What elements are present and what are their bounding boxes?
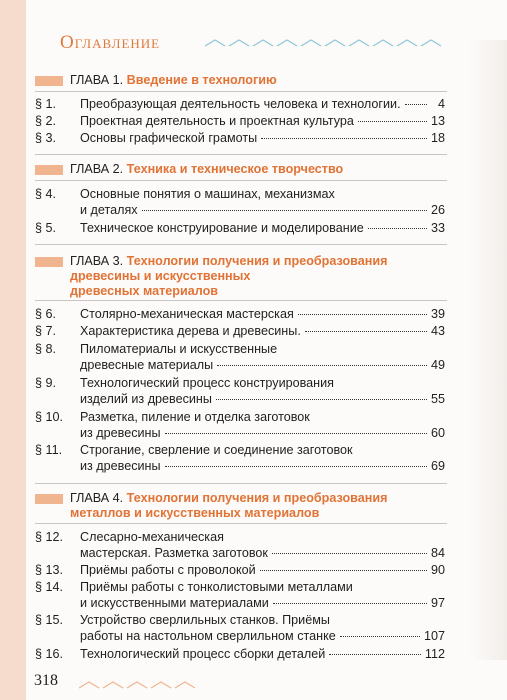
chapter-marker [35,494,63,504]
page-ref: 84 [430,546,445,560]
section-title: Основные понятия о машинах, механизмах [80,187,335,201]
toc-entry-6[interactable] [35,306,445,322]
section-title: работы на настольном сверлильном станке [80,629,336,643]
section-number: § 11. [35,443,63,457]
chapter-label: ГЛАВА 2. [70,162,124,176]
zigzag-segment [175,682,195,688]
section-title: Основы графической грамоты [80,131,258,145]
section-number: § 15. [35,613,64,627]
section-number: § 10. [35,410,64,424]
toc-entry-9[interactable] [35,375,445,407]
section-title: Пиломатериалы и искусственные [80,342,278,356]
section-title: из древесины [80,426,161,440]
page-left-margin [0,0,26,700]
section-number: § 9. [35,376,57,390]
page-ref: 13 [430,114,445,128]
section-number: § 14. [35,580,64,594]
chapter-title: Введение в технологию [126,73,277,87]
zigzag-segment [127,682,147,688]
section-title: Преобразующая деятельность человека и технологии. [80,97,401,111]
toc-entry-15[interactable] [35,612,445,644]
page-ref: 43 [430,324,445,338]
section-number: § 16. [35,647,64,661]
page-ref: 107 [423,629,445,643]
chapter-title: Технологии получения и преобразования [126,254,388,268]
chapter-1-heading[interactable] [35,73,445,88]
zigzag-segment [325,40,345,46]
chapter-title-cont: металлов и искусственных материалов [70,506,320,520]
chapter-title: Техника и техническое творчество [126,162,344,176]
toc-entry-7[interactable] [35,323,445,339]
zigzag-segment [151,682,171,688]
divider [35,91,447,92]
page-ref: 26 [430,203,445,217]
section-title: Столярно-механическая мастерская [80,307,294,321]
section-number: § 1. [35,97,57,111]
zigzag-segment [373,40,393,46]
zigzag-segment [229,40,249,46]
page-ref: 33 [430,221,445,235]
section-title: и деталях [80,203,138,217]
chapter-4-heading[interactable] [35,491,445,521]
toc-entry-4[interactable] [35,186,445,218]
toc-entry-5[interactable] [35,220,445,236]
section-title: Технологический процесс сборки деталей [80,647,326,661]
facing-page-bleed [469,40,507,660]
toc-entry-14[interactable] [35,579,445,611]
page-ref: 112 [424,647,445,661]
section-title: Разметка, пиление и отделка заготовок [80,410,310,424]
section-title: Проектная деятельность и проектная культура [80,114,354,128]
page-ref: 97 [430,596,445,610]
toc-entry-3[interactable] [35,130,445,146]
toc-entry-1[interactable] [35,96,445,112]
section-number: § 13. [35,563,64,577]
section-number: § 12. [35,530,64,544]
toc-entry-8[interactable] [35,341,445,373]
toc-entry-13[interactable] [35,562,445,578]
section-title: Техническое конструирование и моделирование [80,221,364,235]
section-number: § 8. [35,342,57,356]
chapter-3-heading[interactable] [35,254,445,299]
divider [35,180,447,181]
divider [35,154,447,155]
chapter-label: ГЛАВА 1. [70,73,124,87]
divider [35,523,447,524]
chapter-label: ГЛАВА 4. [70,491,124,505]
toc-entry-16[interactable] [35,646,445,662]
section-title: и искусственными материалами [80,596,269,610]
page-ref: 49 [430,358,445,372]
section-number: § 5. [35,221,57,235]
page-ref: 90 [430,563,445,577]
section-title: Устройство сверлильных станков. Приёмы [80,613,330,627]
chapter-label: ГЛАВА 3. [70,254,124,268]
page-number: 318 [34,672,58,689]
page-ref: 39 [430,307,445,321]
chapter-marker [35,257,63,267]
section-number: § 2. [35,114,57,128]
zigzag-segment [301,40,321,46]
page-ref: 18 [430,131,445,145]
zigzag-ornament-icon [203,38,443,48]
zigzag-segment [103,682,123,688]
zigzag-segment [421,40,441,46]
section-title: из древесины [80,459,161,473]
zigzag-segment [205,40,225,46]
zigzag-segment [79,682,99,688]
section-title: Слесарно-механическая [80,530,224,544]
page-ref: 60 [430,426,445,440]
toc-title: Оглавление [60,32,161,53]
section-number: § 6. [35,307,57,321]
toc-entry-10[interactable] [35,409,445,441]
page-ref: 69 [430,459,445,473]
divider [35,483,447,484]
zigzag-segment [397,40,417,46]
chapter-title-cont: древесины и искусственных [70,269,251,283]
zigzag-ornament-icon [77,680,197,690]
section-title: Технологический процесс конструирования [80,376,334,390]
chapter-title: Технологии получения и преобразования [126,491,388,505]
section-title: Характеристика дерева и древесины. [80,324,301,338]
divider [35,300,447,301]
section-title: изделий из древесины [80,392,212,406]
toc-entry-2[interactable] [35,113,445,129]
chapter-title-cont: древесных материалов [70,284,219,298]
zigzag-segment [277,40,297,46]
section-title: мастерская. Разметка заготовок [80,546,268,560]
section-number: § 4. [35,187,57,201]
section-title: Строгание, сверление и соединение заготовок [80,443,353,457]
divider [35,244,447,245]
chapter-2-heading[interactable] [35,162,445,177]
section-number: § 3. [35,131,57,145]
section-title: древесные материалы [80,358,214,372]
chapter-marker [35,76,63,86]
page-ref: 4 [437,97,445,111]
page-ref: 55 [430,392,445,406]
section-title: Приёмы работы с тонколистовыми металлами [80,580,353,594]
zigzag-segment [349,40,369,46]
chapter-marker [35,165,63,175]
toc-entry-11[interactable] [35,442,445,474]
section-number: § 7. [35,324,57,338]
zigzag-segment [253,40,273,46]
toc-entry-12[interactable] [35,529,445,561]
section-title: Приёмы работы с проволокой [80,563,256,577]
